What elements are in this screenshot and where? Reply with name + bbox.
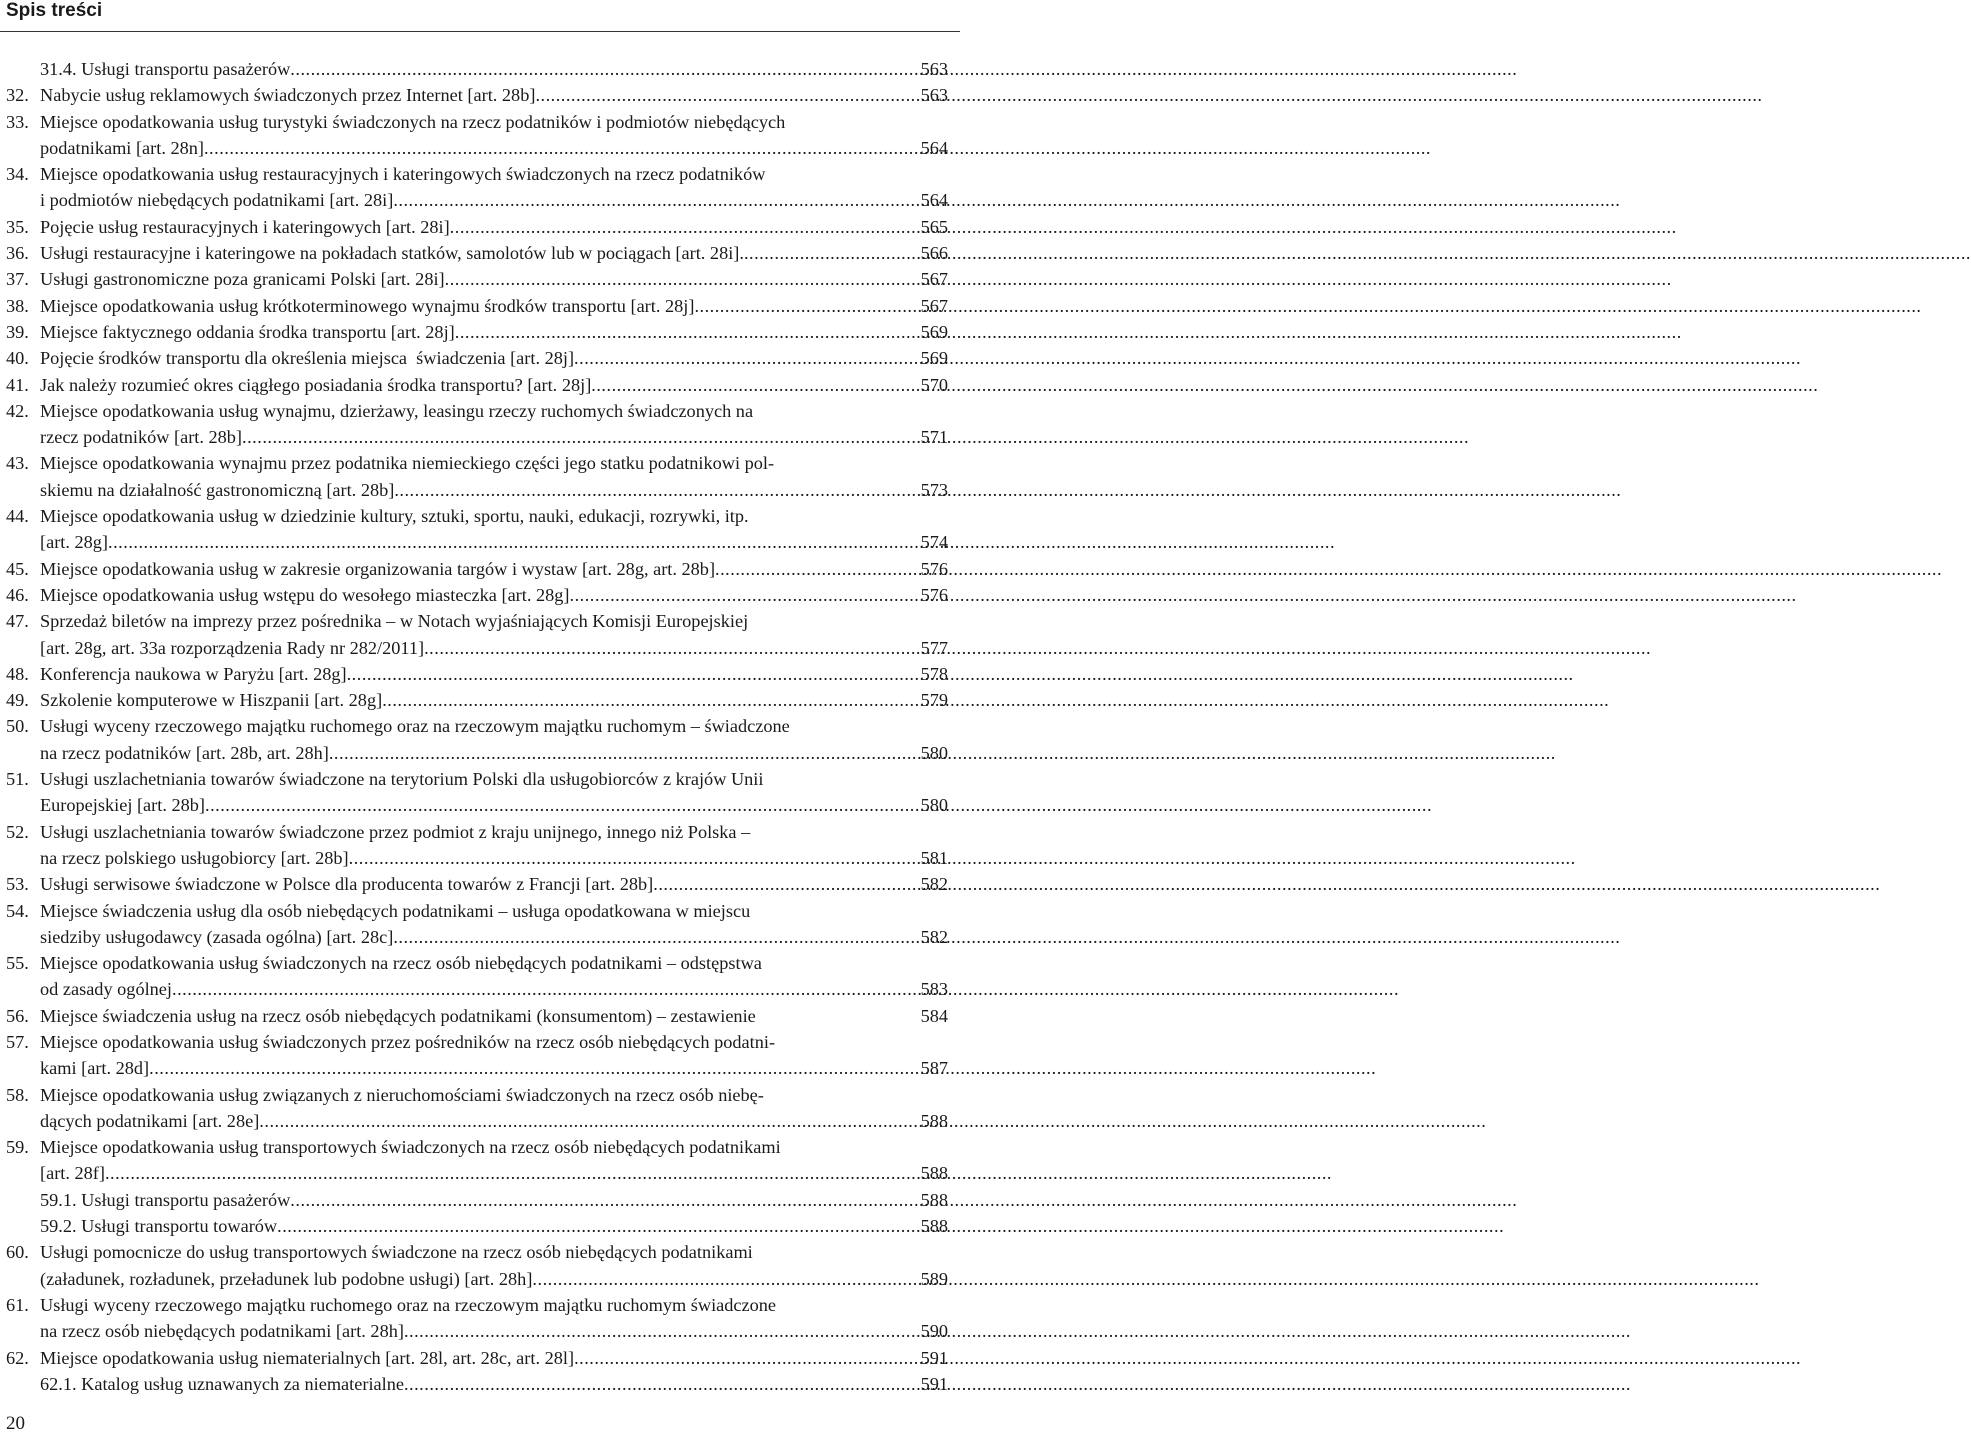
- dot-leader: [532, 1266, 918, 1292]
- toc-entry-title: Miejsce opodatkowania usług restauracyjnych i kateringowych świadczonych na rzecz podatników: [40, 164, 766, 185]
- dot-leader: [694, 293, 918, 319]
- toc-entry-number: 32.: [6, 85, 29, 106]
- toc-page-number: 563: [920, 59, 948, 79]
- toc-entry-body: [40, 1345, 954, 1371]
- toc-entry-number: 61.: [6, 1294, 29, 1315]
- toc-entry-line: [40, 187, 954, 213]
- dot-leader: [108, 529, 919, 555]
- dot-leader: [394, 477, 918, 503]
- table-of-contents: [0, 56, 960, 1397]
- toc-entry-line: [40, 161, 954, 187]
- toc-entry-body: [40, 82, 954, 108]
- toc-entry-body: [40, 687, 954, 713]
- toc-entry-line: [40, 319, 954, 345]
- toc-entry-line: [40, 608, 954, 634]
- toc-entry-title: Usługi wyceny rzeczowego majątku ruchomego oraz na rzeczowym majątku ruchomym świadczone: [40, 1294, 777, 1315]
- dot-leader: [105, 1160, 919, 1186]
- toc-entry[interactable]: [0, 1213, 960, 1239]
- toc-entry-line: [40, 819, 954, 845]
- dot-leader: [172, 976, 919, 1002]
- toc-entry-line: [40, 1318, 954, 1344]
- dot-leader: [393, 187, 918, 213]
- toc-page-number: 591: [920, 1347, 948, 1368]
- toc-page-number: 574: [920, 532, 948, 553]
- toc-entry-title: Pojęcie środków transportu dla określenia miejsca świadczenia [art. 28j]: [40, 348, 575, 369]
- toc-entry[interactable]: [0, 661, 960, 687]
- toc-entry-body: [40, 713, 954, 766]
- toc-entry-line: [40, 1108, 954, 1134]
- toc-entry-title: podatnikami [art. 28n]: [40, 137, 204, 158]
- toc-entry-title: Miejsce opodatkowania usług transportowych świadczonych na rzecz osób niebędących podatnikami: [40, 1137, 781, 1158]
- toc-entry-body: [40, 109, 954, 162]
- toc-entry-number: 41.: [6, 374, 29, 395]
- toc-entry-title: Miejsce opodatkowania usług w zakresie organizowania targów i wystaw [art. 28g, art. 28b]: [40, 558, 716, 579]
- toc-entry-number: 39.: [6, 321, 29, 342]
- toc-page-number: 576: [920, 584, 948, 605]
- toc-entry-line: [40, 1371, 954, 1397]
- toc-entry-body: [40, 819, 954, 872]
- toc-entry-title: na rzecz osób niebędących podatnikami [art. 28h]: [40, 1321, 404, 1342]
- toc-entry-line: [40, 529, 954, 555]
- toc-entry-line: [40, 1082, 954, 1108]
- toc-entry-line: [40, 635, 954, 661]
- dot-leader: [574, 1345, 919, 1371]
- toc-entry-number: 50.: [6, 716, 29, 737]
- toc-entry-body: [40, 766, 954, 819]
- toc-entry-title: Usługi restauracyjne i kateringowe na pokładach statków, samolotów lub w pociągach [art. 28i].: [40, 243, 744, 264]
- toc-page-number: 580: [920, 742, 948, 763]
- toc-entry-line: [40, 293, 954, 319]
- toc-entry-body: [40, 240, 954, 266]
- toc-page-number: 589: [920, 1268, 948, 1289]
- dot-leader: [591, 372, 918, 398]
- dot-leader: [242, 424, 919, 450]
- toc-entry-line: [40, 898, 954, 924]
- toc-entry-title: Jak należy rozumieć okres ciągłego posiadania środka transportu? [art. 28j]: [40, 374, 592, 395]
- toc-page-number: 564: [920, 137, 948, 158]
- toc-entry-body: [40, 950, 954, 1003]
- toc-entry-body: [40, 398, 954, 451]
- toc-entry[interactable]: [0, 950, 960, 1003]
- toc-entry-body: [40, 1187, 954, 1213]
- toc-entry-line: [40, 1187, 954, 1213]
- toc-entry[interactable]: [0, 266, 960, 292]
- toc-entry-title: dących podatnikami [art. 28e]: [40, 1110, 260, 1131]
- toc-page-number: 583: [920, 979, 948, 1000]
- dot-leader: [382, 687, 918, 713]
- toc-entry-title: na rzecz polskiego usługobiorcy [art. 28b]: [40, 847, 349, 868]
- dot-leader: [404, 1318, 919, 1344]
- toc-entry-number: 33.: [6, 111, 29, 132]
- toc-entry-number: 34.: [6, 164, 29, 185]
- toc-page-number: 588: [920, 1110, 948, 1131]
- toc-entry[interactable]: [0, 161, 960, 214]
- toc-entry-title: Usługi pomocnicze do usług transportowych świadczone na rzecz osób niebędących podatnikami: [40, 1242, 753, 1263]
- toc-page-number: 590: [920, 1321, 948, 1342]
- toc-entry-number: 57.: [6, 1031, 29, 1052]
- toc-entry-line: [40, 1134, 954, 1160]
- toc-entry-line: [40, 871, 954, 897]
- toc-entry-title: [art. 28g]: [40, 532, 109, 553]
- toc-entry-title: (załadunek, rozładunek, przeładunek lub podobne usługi) [art. 28h]: [40, 1268, 533, 1289]
- toc-entry-title: Miejsce opodatkowania usług świadczonych na rzecz osób niebędących podatnikami – odstępstwa: [40, 953, 762, 974]
- toc-entry-title: Miejsce faktycznego oddania środka transportu [art. 28j]: [40, 321, 455, 342]
- toc-entry-title: 62.1. Katalog usług uznawanych za niematerialne: [40, 1373, 404, 1394]
- toc-entry[interactable]: [0, 898, 960, 951]
- toc-entry-title: Miejsce świadczenia usług na rzecz osób niebędących podatnikami (konsumentom) – zestawienie: [40, 1005, 756, 1026]
- toc-entry[interactable]: [0, 819, 960, 872]
- dot-leader: [290, 1187, 918, 1213]
- dot-leader: [535, 82, 918, 108]
- toc-entry-number: 59.: [6, 1137, 29, 1158]
- toc-entry-line: [40, 109, 954, 135]
- toc-entry[interactable]: [0, 345, 960, 371]
- toc-entry-title: Miejsce opodatkowania usług krótkoterminowego wynajmu środków transportu [art. 28j]: [40, 295, 695, 316]
- toc-entry-line: [40, 398, 954, 424]
- toc-entry-body: [40, 661, 954, 687]
- toc-entry-body: [40, 556, 954, 582]
- toc-entry-number: 54.: [6, 900, 29, 921]
- dot-leader: [570, 582, 919, 608]
- toc-page-number: 584: [920, 1005, 948, 1026]
- toc-entry-number: 62.: [6, 1347, 29, 1368]
- toc-page-number: 591: [920, 1373, 948, 1394]
- toc-entry-line: [40, 477, 954, 503]
- dot-leader: [149, 1055, 918, 1081]
- toc-entry-line: [40, 713, 954, 739]
- toc-page-number: 573: [920, 479, 948, 500]
- toc-entry-title: Nabycie usług reklamowych świadczonych przez Internet [art. 28b]: [40, 85, 536, 106]
- toc-entry-line: [40, 450, 954, 476]
- toc-page-number: 564: [920, 190, 948, 211]
- toc-entry-number: 53.: [6, 874, 29, 895]
- toc-entry-line: [40, 372, 954, 398]
- toc-entry[interactable]: [0, 1345, 960, 1371]
- toc-entry[interactable]: [0, 1134, 960, 1187]
- toc-entry[interactable]: [0, 1371, 960, 1397]
- dot-leader: [744, 240, 919, 266]
- toc-entry-title: [art. 28g, art. 33a rozporządzenia Rady nr 282/2011]: [40, 637, 425, 658]
- toc-entry-number: 48.: [6, 663, 29, 684]
- toc-entry-body: [40, 608, 954, 661]
- toc-entry-line: [40, 1292, 954, 1318]
- toc-page-number: 578: [920, 663, 948, 684]
- toc-entry[interactable]: [0, 713, 960, 766]
- toc-entry-title: na rzecz podatników [art. 28b, art. 28h]: [40, 742, 329, 763]
- toc-entry-line: [40, 1266, 954, 1292]
- toc-entry-body: [40, 1134, 954, 1187]
- page-header: [0, 0, 960, 34]
- toc-entry-title: 59.1. Usługi transportu pasażerów: [40, 1189, 291, 1210]
- toc-entry-line: [40, 1345, 954, 1371]
- toc-entry-title: [art. 28f]: [40, 1163, 105, 1184]
- toc-page-number: 565: [920, 216, 948, 237]
- toc-entry-line: [40, 924, 954, 950]
- toc-entry-number: 60.: [6, 1242, 29, 1263]
- toc-entry[interactable]: [0, 293, 960, 319]
- toc-entry-line: [40, 214, 954, 240]
- toc-page-number: 566: [920, 243, 948, 264]
- toc-entry-title: Miejsce świadczenia usług dla osób niebędących podatnikami – usługa opodatkowana w miejscu: [40, 900, 751, 921]
- toc-entry-title: Szkolenie komputerowe w Hiszpanii [art. 28g]: [40, 690, 383, 711]
- toc-entry-title: Europejskiej [art. 28b]: [40, 795, 205, 816]
- toc-entry-number: 46.: [6, 584, 29, 605]
- toc-entry-body: [40, 1239, 954, 1292]
- toc-entry[interactable]: [0, 56, 960, 82]
- toc-entry-body: [40, 1213, 954, 1239]
- toc-page-number: 571: [920, 427, 948, 448]
- toc-entry-body: [40, 266, 954, 292]
- toc-entry-number: 36.: [6, 243, 29, 264]
- toc-entry-line: [40, 503, 954, 529]
- toc-page-number: 587: [920, 1058, 948, 1079]
- toc-entry-line: [40, 661, 954, 687]
- toc-page-number: 577: [920, 637, 948, 658]
- toc-page-number: 569: [920, 321, 948, 342]
- toc-entry-title: Miejsce opodatkowania usług świadczonych przez pośredników na rzecz osób niebędących podatni-: [40, 1031, 776, 1052]
- toc-entry-body: [40, 582, 954, 608]
- toc-entry-number: 55.: [6, 953, 29, 974]
- toc-entry-line: [40, 740, 954, 766]
- toc-entry-body: [40, 1029, 954, 1082]
- toc-entry-line: [40, 1239, 954, 1265]
- toc-entry-number: 45.: [6, 558, 29, 579]
- toc-entry[interactable]: [0, 1003, 960, 1029]
- toc-entry[interactable]: [0, 1187, 960, 1213]
- toc-entry-title: Konferencja naukowa w Paryżu [art. 28g]: [40, 663, 347, 684]
- dot-leader: [393, 924, 918, 950]
- toc-entry-title: Miejsce opodatkowania usług niematerialnych [art. 28l, art. 28c, art. 28l]: [40, 1347, 575, 1368]
- toc-entry[interactable]: [0, 240, 960, 266]
- toc-entry-title: Miejsce opodatkowania usług wstępu do wesołego miasteczka [art. 28g]: [40, 584, 570, 605]
- toc-entry-body: [40, 1371, 954, 1397]
- toc-entry-title: siedziby usługodawcy (zasada ogólna) [art. 28c]: [40, 926, 394, 947]
- dot-leader: [277, 1213, 918, 1239]
- toc-entry-line: [40, 56, 954, 82]
- toc-entry[interactable]: [0, 82, 960, 108]
- toc-entry[interactable]: [0, 871, 960, 897]
- dot-leader: [424, 635, 918, 661]
- toc-entry-line: [40, 135, 954, 161]
- toc-entry-title: 31.4. Usługi transportu pasażerów: [40, 59, 291, 79]
- toc-page-number: 588: [920, 1163, 948, 1184]
- dot-leader: [455, 319, 919, 345]
- toc-entry[interactable]: [0, 1292, 960, 1345]
- toc-entry-number: 35.: [6, 216, 29, 237]
- toc-entry-title: skiemu na działalność gastronomiczną [art. 28b]: [40, 479, 395, 500]
- toc-entry[interactable]: [0, 766, 960, 819]
- toc-entry-body: [40, 161, 954, 214]
- toc-entry-body: [40, 345, 954, 371]
- toc-page-number: 576: [920, 558, 948, 579]
- toc-entry[interactable]: [0, 450, 960, 503]
- toc-page-number: 580: [920, 795, 948, 816]
- toc-entry-line: [40, 82, 954, 108]
- toc-entry-line: [40, 240, 954, 266]
- toc-entry-title: Usługi wyceny rzeczowego majątku ruchomego oraz na rzeczowym majątku ruchomym – świadczone: [40, 716, 790, 737]
- toc-entry-number: 58.: [6, 1084, 29, 1105]
- toc-entry-line: [40, 792, 954, 818]
- toc-page-number: 567: [920, 295, 948, 316]
- toc-page-number: 579: [920, 690, 948, 711]
- toc-page-number: 563: [920, 85, 948, 106]
- toc-entry-line: [40, 1029, 954, 1055]
- toc-entry-title: Usługi gastronomiczne poza granicami Polski [art. 28i]: [40, 269, 445, 290]
- toc-entry-body: [40, 214, 954, 240]
- toc-entry[interactable]: [0, 319, 960, 345]
- toc-entry-title: Usługi serwisowe świadczone w Polsce dla producenta towarów z Francji [art. 28b]: [40, 874, 654, 895]
- dot-leader: [259, 1108, 918, 1134]
- toc-entry-number: 42.: [6, 400, 29, 421]
- toc-page-number: 570: [920, 374, 948, 395]
- toc-entry-number: 40.: [6, 348, 29, 369]
- toc-entry-body: [40, 293, 954, 319]
- toc-entry-title: Miejsce opodatkowania wynajmu przez podatnika niemieckiego części jego statku podatnikowi pol-: [40, 453, 775, 474]
- toc-page-number: 588: [920, 1189, 948, 1210]
- toc-page-number: 581: [920, 847, 948, 868]
- toc-entry[interactable]: [0, 214, 960, 240]
- dot-leader: [574, 345, 919, 371]
- toc-entry-line: [40, 1055, 954, 1081]
- toc-entry-line: [40, 345, 954, 371]
- toc-entry-body: [40, 503, 954, 556]
- dot-leader: [329, 740, 919, 766]
- toc-entry-body: [40, 871, 954, 897]
- toc-entry-title: rzecz podatników [art. 28b]: [40, 427, 243, 448]
- toc-entry[interactable]: [0, 398, 960, 451]
- header-rule: [0, 31, 960, 32]
- toc-entry-title: Miejsce opodatkowania usług w dziedzinie kultury, sztuki, sportu, nauki, edukacji, rozrywki, itp.: [40, 506, 749, 527]
- toc-entry-body: [40, 1292, 954, 1345]
- toc-entry-line: [40, 424, 954, 450]
- toc-entry-number: 44.: [6, 506, 29, 527]
- toc-entry-line: [40, 582, 954, 608]
- toc-entry-number: 37.: [6, 269, 29, 290]
- dot-leader: [290, 56, 918, 82]
- toc-entry-number: 56.: [6, 1005, 29, 1026]
- toc-entry-title: Usługi uszlachetniania towarów świadczone na terytorium Polski dla usługobiorców z krajów Unii: [40, 769, 764, 790]
- toc-entry-title: kami [art. 28d]: [40, 1058, 150, 1079]
- toc-entry-line: [40, 687, 954, 713]
- dot-leader: [404, 1371, 919, 1397]
- dot-leader: [715, 556, 919, 582]
- toc-entry[interactable]: [0, 1082, 960, 1135]
- dot-leader: [204, 135, 919, 161]
- toc-entry[interactable]: [0, 556, 960, 582]
- toc-entry-line: [40, 266, 954, 292]
- toc-entry-body: [40, 1082, 954, 1135]
- toc-entry-line: [40, 766, 954, 792]
- toc-entry-title: Sprzedaż biletów na imprezy przez pośrednika – w Notach wyjaśniających Komisji Europejskiej: [40, 611, 749, 632]
- toc-entry-number: 38.: [6, 295, 29, 316]
- toc-entry-title: Pojęcie usług restauracyjnych i kateringowych [art. 28i]: [40, 216, 450, 237]
- toc-entry[interactable]: [0, 582, 960, 608]
- toc-entry-title: Miejsce opodatkowania usług turystyki świadczonych na rzecz podatników i podmiotów niebędących: [40, 111, 786, 132]
- toc-entry-number: 52.: [6, 821, 29, 842]
- toc-entry-title: Miejsce opodatkowania usług związanych z nieruchomościami świadczonych na rzecz osób niebę-: [40, 1084, 764, 1105]
- toc-entry-body: [40, 56, 954, 82]
- toc-entry-number: 51.: [6, 769, 29, 790]
- toc-entry-body: [40, 319, 954, 345]
- toc-entry-line: [40, 845, 954, 871]
- toc-page-number: 569: [920, 348, 948, 369]
- toc-entry-body: [40, 372, 954, 398]
- toc-entry-body: [40, 898, 954, 951]
- dot-leader: [349, 845, 919, 871]
- dot-leader: [653, 871, 918, 897]
- toc-entry-number: 49.: [6, 690, 29, 711]
- toc-entry[interactable]: [0, 608, 960, 661]
- toc-entry-number: 47.: [6, 611, 29, 632]
- toc-entry[interactable]: [0, 503, 960, 556]
- dot-leader: [445, 266, 919, 292]
- toc-entry-line: [40, 556, 954, 582]
- toc-entry[interactable]: [0, 109, 960, 162]
- toc-entry[interactable]: [0, 1239, 960, 1292]
- toc-entry[interactable]: [0, 372, 960, 398]
- toc-entry-number: 43.: [6, 453, 29, 474]
- dot-leader: [450, 214, 919, 240]
- toc-entry-title: od zasady ogólnej: [40, 979, 172, 1000]
- toc-entry-line: [40, 1003, 954, 1029]
- toc-entry-title: i podmiotów niebędących podatnikami [art. 28i]: [40, 190, 394, 211]
- toc-entry[interactable]: [0, 1029, 960, 1082]
- toc-entry-title: Usługi uszlachetniania towarów świadczone przez podmiot z kraju unijnego, innego niż Polska –: [40, 821, 751, 842]
- toc-entry-title: Miejsce opodatkowania usług wynajmu, dzierżawy, leasingu rzeczy ruchomych świadczonych na: [40, 400, 754, 421]
- toc-entry-title: 59.2. Usługi transportu towarów: [40, 1216, 278, 1237]
- toc-entry-line: [40, 976, 954, 1002]
- toc-entry[interactable]: [0, 687, 960, 713]
- toc-entry-line: [40, 950, 954, 976]
- toc-entry-body: [40, 1003, 954, 1029]
- toc-page-number: 582: [920, 926, 948, 947]
- page-title: Spis treści: [6, 0, 103, 21]
- toc-entry-line: [40, 1213, 954, 1239]
- dot-leader: [347, 661, 919, 687]
- toc-entry-body: [40, 450, 954, 503]
- toc-entry-line: [40, 1160, 954, 1186]
- dot-leader: [205, 792, 919, 818]
- toc-page-number: 588: [920, 1216, 948, 1237]
- page-number: 20: [6, 1413, 25, 1434]
- toc-page-number: 567: [920, 269, 948, 290]
- toc-page-number: 582: [920, 874, 948, 895]
